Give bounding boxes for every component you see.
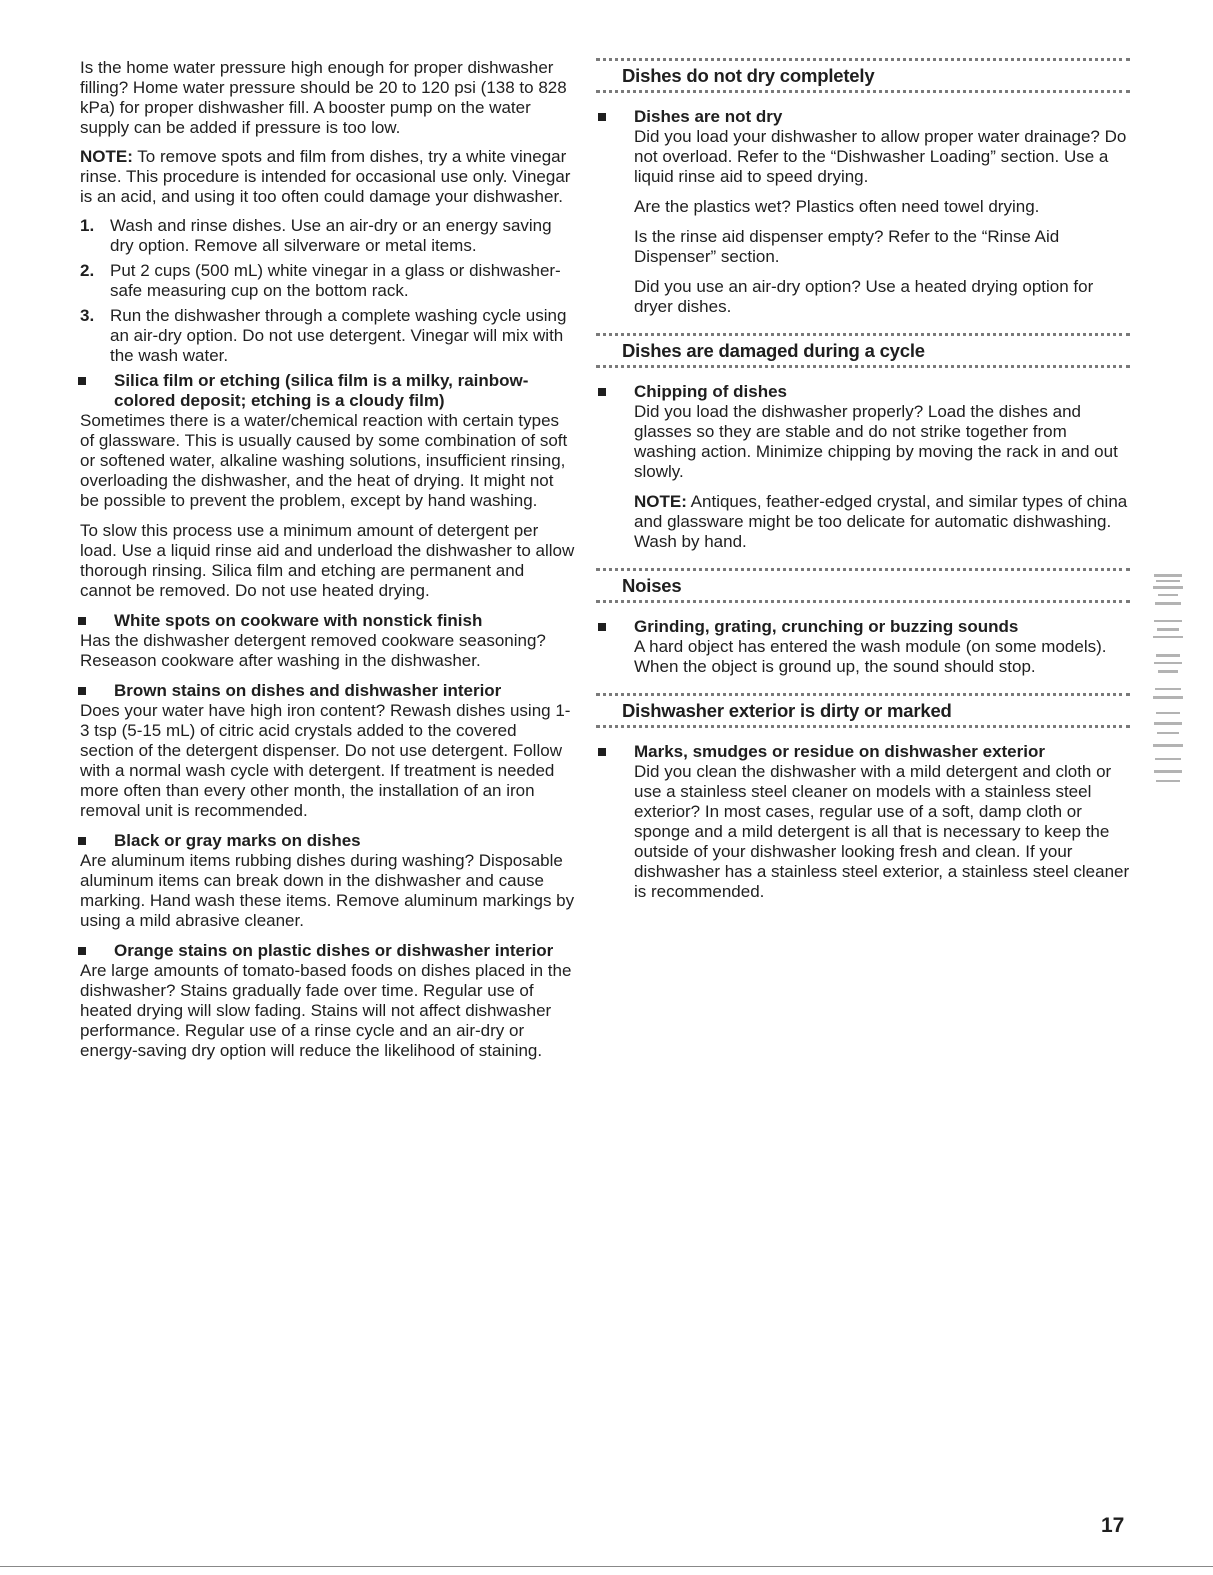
section-heading: Noises	[596, 568, 1130, 603]
bullet-icon	[598, 623, 606, 631]
step-list	[80, 216, 575, 366]
issue-title	[596, 617, 1130, 637]
issue-title-text: Orange stains on plastic dishes or dishwasher interior	[114, 941, 554, 960]
note-label: NOTE:	[80, 147, 133, 166]
note-paragraph	[80, 147, 575, 207]
issue-body	[596, 762, 1130, 902]
issue-title-text: Chipping of dishes	[634, 382, 787, 401]
issue-title	[80, 941, 575, 961]
issue-title	[80, 611, 575, 631]
issue-title-text: Marks, smudges or residue on dishwasher exterior	[634, 742, 1045, 761]
footer-rule	[0, 1566, 1213, 1567]
step-item	[80, 261, 575, 301]
issue-orange-stains	[80, 941, 575, 1061]
left-column	[80, 58, 575, 1071]
intro-paragraph: Is the home water pressure high enough for proper dishwasher filling? Home water pressure should be 20 to 120 psi (138 to 828 kPa) for proper dishwasher fill. A booster pump on the water supply can be added if pressure is too low.	[80, 58, 567, 137]
issue-title-text: Silica film or etching (silica film is a milky, rainbow-colored deposit; etching is a cloudy film)	[114, 371, 529, 410]
edge-scan-marks	[1150, 572, 1186, 790]
issue-white-spots	[80, 611, 575, 671]
issue-silica-film	[80, 371, 575, 601]
issue-paragraph: Sometimes there is a water/chemical reaction with certain types of glassware. This is usually caused by some combination of soft or softened water, alkaline washing solutions, insufficient rinsing, overloading the dishwasher, and the heat of drying. It might not be possible to prevent the problem, except by hand washing.	[80, 411, 568, 510]
issue-paragraph: Are large amounts of tomato-based foods on dishes placed in the dishwasher? Stains gradually fade over time. Regular use of heated drying will slow fading. Stains will not affect dishwasher performance. Regular use of a rinse cycle and an air-dry or energy-saving dry option will reduce the likelihood of staining.	[80, 961, 572, 1060]
issue-title	[596, 107, 1130, 127]
section-heading: Dishwasher exterior is dirty or marked	[596, 693, 1130, 728]
note-paragraph	[634, 492, 1130, 552]
section-noises	[596, 568, 1130, 677]
bullet-icon	[598, 113, 606, 121]
issue-title	[80, 681, 575, 701]
issue-title-text: White spots on cookware with nonstick finish	[114, 611, 483, 630]
section-heading: Dishes do not dry completely	[596, 58, 1130, 93]
step-text: Wash and rinse dishes. Use an air-dry or an energy saving dry option. Remove all silverware or metal items.	[110, 216, 552, 255]
step-item	[80, 216, 575, 256]
issue-brown-stains	[80, 681, 575, 821]
section-exterior-dirty	[596, 693, 1130, 902]
page-number: 17	[1101, 1514, 1125, 1537]
issue-paragraph: Did you clean the dishwasher with a mild detergent and cloth or use a stainless steel cleaner on models with a stainless steel exterior? In most cases, regular use of a soft, damp cloth or sponge and a mild detergent is all that is necessary to keep the outside of your dishwasher looking fresh and clean. If your dishwasher has a stainless steel exterior, a stainless steel cleaner is recommended.	[634, 762, 1130, 901]
section-heading: Dishes are damaged during a cycle	[596, 333, 1130, 368]
issue-body	[596, 637, 1130, 677]
issue-title-text: Dishes are not dry	[634, 107, 783, 126]
issue-paragraph: Is the rinse aid dispenser empty? Refer to the “Rinse Aid Dispenser” section.	[634, 227, 1060, 266]
issue-body	[596, 127, 1130, 317]
issue-paragraph: Are aluminum items rubbing dishes during washing? Disposable aluminum items can break down in the dishwasher and cause marking. Hand wash these items. Remove aluminum markings by using a mild abrasive cleaner.	[80, 851, 575, 930]
issue-title	[80, 371, 575, 411]
issue-title-text: Brown stains on dishes and dishwasher interior	[114, 681, 502, 700]
bullet-icon	[78, 377, 86, 385]
issue-title	[596, 742, 1130, 762]
issue-paragraph: To slow this process use a minimum amount of detergent per load. Use a liquid rinse aid and underload the dishwasher to allow thorough rinsing. Silica film and etching are permanent and cannot be removed. Do not use heated drying.	[80, 521, 575, 600]
issue-body	[80, 961, 575, 1061]
issue-body	[80, 701, 575, 821]
note-text: To remove spots and film from dishes, try a white vinegar rinse. This procedure is intended for occasional use only. Vinegar is an acid, and using it too often could damage your dishwasher.	[80, 147, 571, 206]
issue-body	[80, 411, 575, 601]
step-number: 1.	[80, 216, 95, 235]
bullet-icon	[78, 837, 86, 845]
bullet-icon	[78, 947, 86, 955]
issue-paragraph: Did you load the dishwasher properly? Load the dishes and glasses so they are stable and do not strike together from washing action. Minimize chipping by moving the rack in and out slowly.	[634, 402, 1118, 481]
section-dishes-not-dry	[596, 58, 1130, 317]
bullet-icon	[78, 687, 86, 695]
issue-body	[80, 851, 575, 931]
issue-paragraph: Did you use an air-dry option? Use a heated drying option for dryer dishes.	[634, 277, 1094, 316]
issue-black-gray-marks	[80, 831, 575, 931]
issue-body	[80, 631, 575, 671]
section-dishes-damaged	[596, 333, 1130, 552]
issue-paragraph: Are the plastics wet? Plastics often need towel drying.	[634, 197, 1040, 216]
issue-paragraph: A hard object has entered the wash module (on some models). When the object is ground up, the sound should stop.	[634, 637, 1107, 676]
issue-paragraph: Did you load your dishwasher to allow proper water drainage? Do not overload. Refer to the “Dishwasher Loading” section. Use a liquid rinse aid to speed drying.	[634, 127, 1127, 186]
step-number: 3.	[80, 306, 95, 325]
note-label: NOTE:	[634, 492, 687, 511]
step-text: Run the dishwasher through a complete washing cycle using an air-dry option. Do not use detergent. Vinegar will mix with the wash water.	[110, 306, 567, 365]
issue-title	[80, 831, 575, 851]
step-text: Put 2 cups (500 mL) white vinegar in a glass or dishwasher-safe measuring cup on the bottom rack.	[110, 261, 561, 300]
issue-title	[596, 382, 1130, 402]
issue-title-text: Black or gray marks on dishes	[114, 831, 361, 850]
note-text: Antiques, feather-edged crystal, and similar types of china and glassware might be too delicate for automatic dishwashing. Wash by hand.	[634, 492, 1128, 551]
issue-paragraph: Does your water have high iron content? Rewash dishes using 1-3 tsp (5-15 mL) of citric acid crystals added to the covered section of the detergent dispenser. Do not use detergent. Follow with a normal wash cycle with detergent. If treatment is needed more often than every other month, the installation of an iron removal unit is recommended.	[80, 701, 571, 820]
step-item	[80, 306, 575, 366]
issue-paragraph: Has the dishwasher detergent removed cookware seasoning? Reseason cookware after washing in the dishwasher.	[80, 631, 546, 670]
bullet-icon	[78, 617, 86, 625]
issue-body	[596, 402, 1130, 552]
bullet-icon	[598, 388, 606, 396]
bullet-icon	[598, 748, 606, 756]
issue-title-text: Grinding, grating, crunching or buzzing sounds	[634, 617, 1019, 636]
step-number: 2.	[80, 261, 95, 280]
right-column	[596, 58, 1130, 912]
